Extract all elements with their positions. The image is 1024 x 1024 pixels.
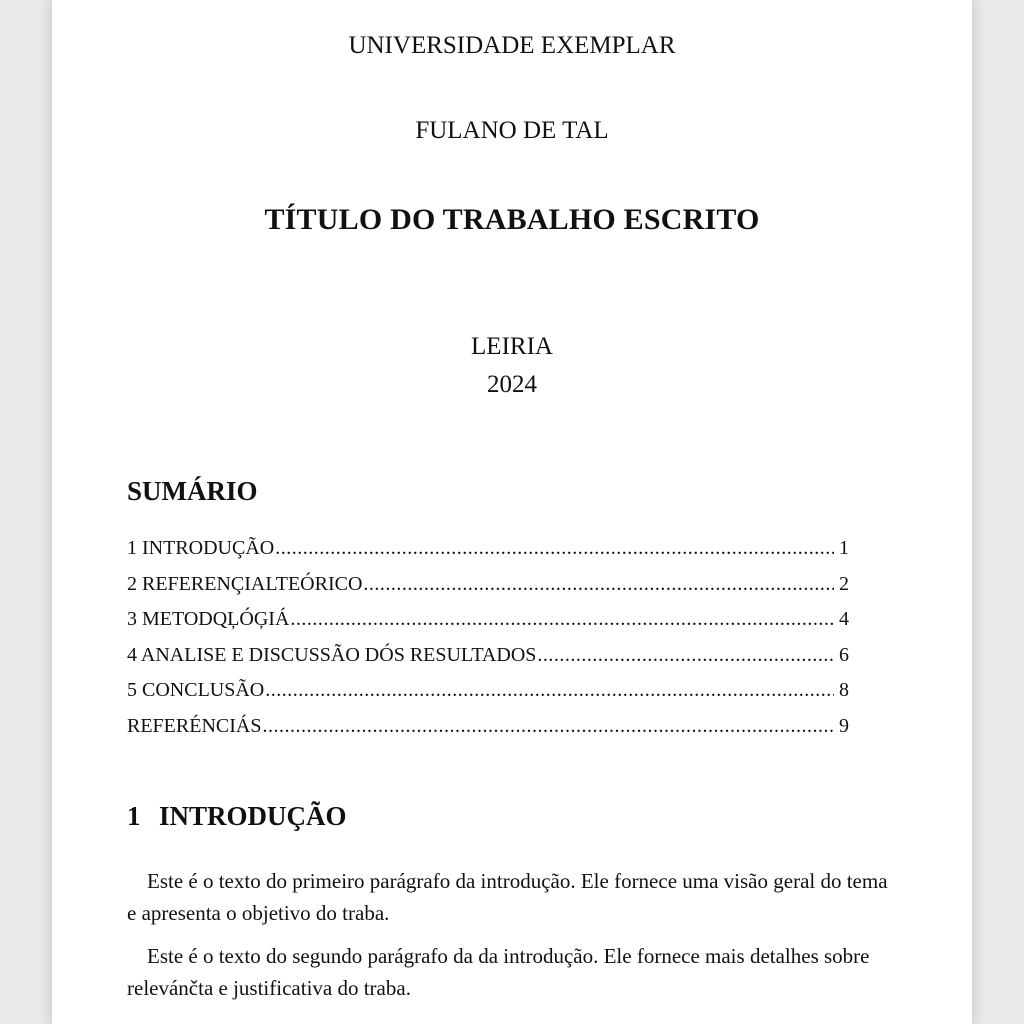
toc-entry-label: 1 INTRODUÇÃO (127, 537, 275, 559)
toc-dot-leader (275, 537, 834, 560)
document-title: TÍTULO DO TRABALHO ESCRITO (264, 203, 760, 236)
toc-entry-page: 9 (839, 714, 849, 737)
city: LEIRIA (471, 333, 553, 360)
toc-entry-label: 3 METODQĻÓĢIÁ (127, 608, 290, 631)
document-page (52, 0, 972, 1024)
toc-entry-page: 8 (839, 679, 849, 702)
toc-entry-label: REFERÉNCIÁS (127, 714, 262, 737)
institution-name: UNIVERSIDADE EXEMPLAR (348, 32, 676, 59)
toc-entry-page: 1 (839, 537, 849, 559)
toc-entry-label: 4 ANALISE E DISCUSSÃO DÓS RESULTADOS (127, 643, 537, 666)
toc-dot-leader (363, 573, 834, 596)
table-of-contents (127, 537, 849, 751)
section-heading (127, 801, 347, 832)
toc-entry[interactable] (127, 679, 849, 715)
toc-entry[interactable] (127, 573, 849, 609)
toc-entry[interactable] (127, 537, 849, 573)
intro-paragraph: Este é o texto do primeiro parágrafo da introdução. Ele fornece uma visão geral do tema e apresenta o objetivo do traba. (127, 869, 888, 925)
toc-dot-leader (265, 679, 834, 702)
toc-entry-page: 6 (839, 643, 849, 666)
toc-dot-leader (537, 644, 834, 667)
toc-dot-leader (290, 608, 834, 631)
section-number: 1 (127, 801, 141, 831)
section-title: INTRODUÇÃO (159, 801, 347, 831)
intro-paragraph: Este é o texto do segundo parágrafo da da introdução. Ele fornece mais detalhes sobre relevánčta e justificativa do traba. (127, 944, 870, 1000)
summary-heading: SUMÁRIO (127, 476, 258, 506)
year: 2024 (487, 371, 537, 398)
toc-entry-page: 2 (839, 572, 849, 595)
toc-entry[interactable] (127, 715, 849, 751)
author-name: FULANO DE TAL (415, 117, 609, 144)
toc-entry-label: 5 CONCLUSÃO (127, 679, 265, 702)
toc-entry-label: 2 REFERENÇIALTEÓRICO (127, 572, 363, 595)
toc-entry-page: 4 (839, 608, 849, 631)
toc-dot-leader (262, 715, 834, 738)
toc-entry[interactable] (127, 608, 849, 644)
toc-entry[interactable] (127, 644, 849, 680)
